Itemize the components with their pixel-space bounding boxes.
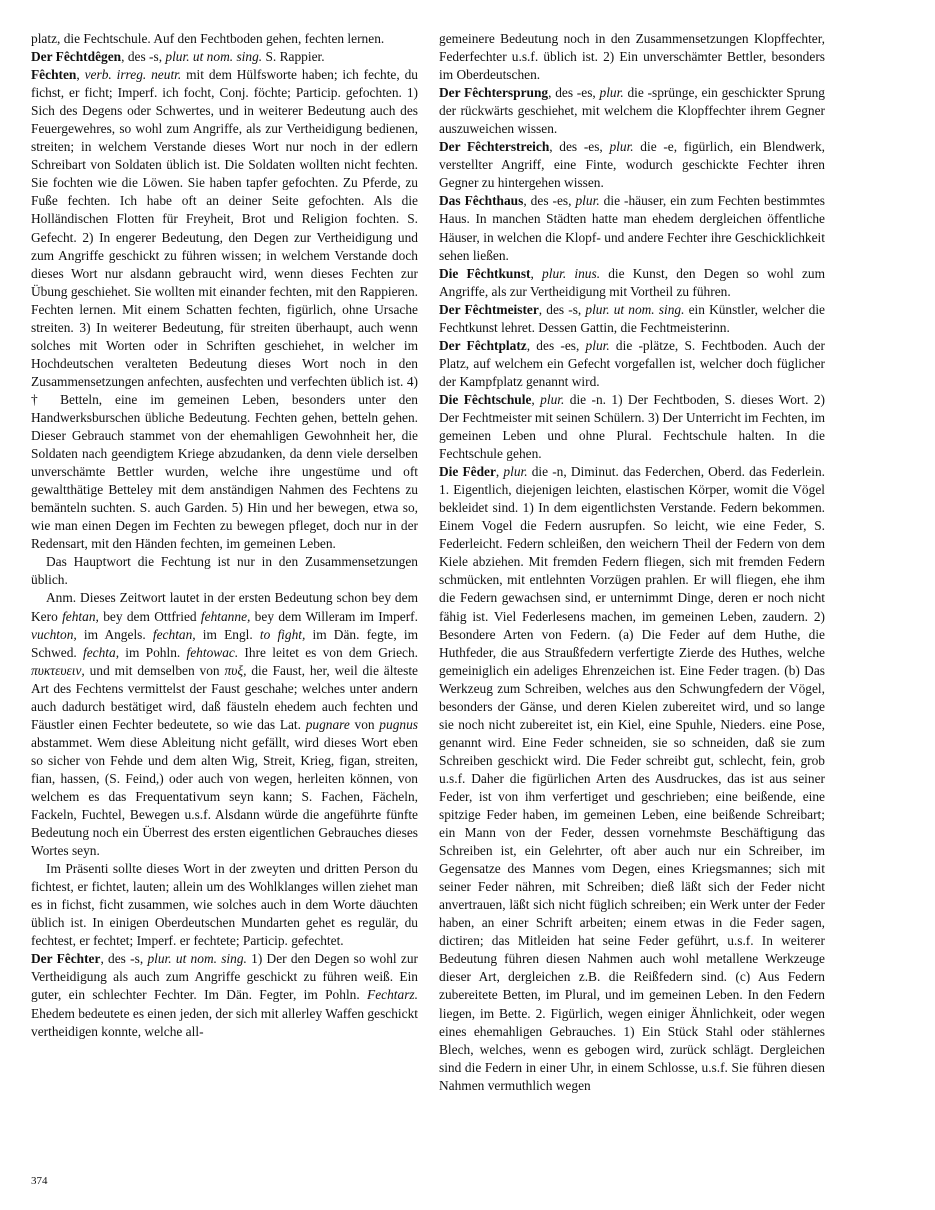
dictionary-paragraph: Anm. Dieses Zeitwort lautet in der ersten Bedeutung schon bey dem Kero fehtan, bey dem Ottfried fehtanne, bey dem Willeram im Imperf. vuchton, im Angels. fechtan, im Engl. to fight, im Dän. fegte, im Schwed. fechta, im Pohln. fehtowac. Ihre leitet es von dem Griech. πυκτευειν, und mit demselben von πυξ, die Faust, her, weil die älteste Art des Fechtens vermittelst der Faust geschahe; welches unter andern auch dadurch bestätiget wird, daß fäusteln ehedem auch fechten und Fäustler einen Fechter bedeutete, so wie das Lat. pugnare von pugnus abstammet. Wem diese Ableitung nicht gefällt, wird dieses Wort eben so sicher von Fehde und dem alten Wig, Streit, Krieg, figan, streiten, fian, hassen, (S. Feind,) oder auch von wegen, herleiten können, von welchem es das Frequentativum seyn kann; S. Fachen, Fächeln, Fackeln, Fuchtel, Bewegen u.s.f. Alsdann würde die angeführte fünfte Bedeutung noch ein Überrest des ersten eigentlichen Gebrauches dieses Wortes seyn. <box>31 590 419 859</box>
dictionary-paragraph: gemeinere Bedeutung noch in den Zusammensetzungen Klopffechter, Federfechter u.s.f. üblich ist. 2) Ein unverschämter Bettler, besonders im Oberdeutschen. <box>439 31 825 83</box>
dictionary-paragraph: Im Präsenti sollte dieses Wort in der zweyten und dritten Person du fichtest, er fichtet, lauten; allein um des Wohlklanges willen ziehet man es in fichst, ficht zusammen, wie solches auch in dem Worte däuchten üblich ist. In einigen Oberdeutschen Mundarten gehet es regulär, du fechtest, er fechtet; Imperf. er fechtete; Particip. gefechtet. <box>31 861 418 949</box>
dictionary-paragraph: Der Fêchter, des -s, plur. ut nom. sing. 1) Der den Degen so wohl zur Vertheidigung als auch zum Angriffe geschickt zu führen weiß. Ein guter, ein schlechter Fechter. Im Dän. Fegter, im Pohln. Fechtarz. Ehedem bedeutete es einen jeden, der sich mit allerley Waffen geschickt vertheidigen konnte, welche all- <box>31 951 418 1039</box>
dictionary-paragraph: Die Fêchtschule, plur. die -n. 1) Der Fechtboden, S. dieses Wort. 2) Der Fechtmeister mit seinen Schülern. 3) Der Unterricht im Fechten, im gemeinen Leben und ohne Plural. Fechtschule halten. In die Fechtschule gehen. <box>439 391 826 462</box>
dictionary-paragraph: Die Fêder, plur. die -n, Diminut. das Federchen, Oberd. das Federlein. 1. Eigentlich, diejenigen leichten, elastischen Körper, womit die Vögel bekleidet sind. 1) In dem eigentlichsten Verstande. Federn bekommen. Einem Vogel die Federn ausrupfen. So leicht, wie eine Feder, S. Federleicht. Federn schleißen, den weichern Theil der Federn von dem Kiele abziehen. Mit fremden Federn fliegen, sich mit fremden Federn schmücken, mit entlehnten Vorzügen prahlen. Er will fliegen, ehe ihm die Federn gewachsen sind, er unternimmt Dinge, deren er noch nicht fähig ist. Viel Federlesens machen, im gemeinen Leben, zaudern. 2) Besondere Arten von Federn. (a) Die Feder auf dem Huthe, die Huthfeder, die aus Straußfedern verfertigte Zierde des Huthes, welche gemeiniglich ein adeliges Ehrenzeichen ist. Eine Feder tragen. (b) Das Werkzeug zum Schreiben, welches aus den Schwungfedern der Vögel, besonders der Gänse, und deren Kielen zubereitet wird, und so lange sie noch nicht zubereitet ist, ein Kiel, eine Spuhle, Nieders. eine Pose, genannt wird. Eine Feder schneiden, sie so schneiden, daß sie zum Schreiben geschickt wird. Die Feder schreibt gut, schlecht, fein, grob u.s.f. Daher die figürlichen Arten des Ausdruckes, das ist aus seiner Feder, ist von ihm verfertiget und geschrieben; eine beißende, eine spitzige Feder haben, im gemeinen Leben, eine beißende Schreibart; ein Mann von der Feder, dessen vornehmste Beschäftigung das Schreiben ist, ein Gelehrter, oft aber auch nur ein Schreiber, im Gegensatze des Mannes vom Degen, eines Kriegsmannes; sich mit seiner Feder nähren, mit Schreiben; dieß läßt sich der Feder nicht anvertrauen, läßt sich nicht füglich schreiben; ein Werk unter der Feder haben, an einer Schrift arbeiten; einem etwas in die Feder sagen, dictiren; das Mitleiden hat seine Feder geführt, u.s.f. In weiterer Bedeutung führen diesen Nahmen auch wohl metallene Werkzeuge dieser Art, dergleichen z.B. die Reißfedern sind. (c) Aus Federn zubereitete Betten, im Plural, und im gemeinen Leben. In den Federn liegen, im Bette. 2. Figürlich, wegen einiger Ähnlichkeit, oder wegen eines ehemahligen Gebrauches. 1) Ein Stück Stahl oder stählernes Blech, welches, wenn es gebogen wird, zurück schlägt. Dergleichen sind die Federn in einer Uhr, in einem Schlosse, u.s.f. Sie führen diesen Nahmen vermuthlich wegen <box>439 464 825 1093</box>
dictionary-paragraph: Das Hauptwort die Fechtung ist nur in den Zusammensetzungen üblich. <box>31 554 418 588</box>
dictionary-paragraph: Der Fêchtersprung, des -es, plur. die -sprünge, ein geschickter Sprung der rückwärts geschiehet, mit welchem die Klopffechter ihrem Gegner auszuweichen wissen. <box>439 85 825 137</box>
dictionary-paragraph: Der Fêchtmeister, des -s, plur. ut nom. sing. ein Künstler, welcher die Fechtkunst lehret. Dessen Gattin, die Fechtmeisterinn. <box>439 301 825 335</box>
page-number: 374 <box>31 1175 48 1187</box>
dictionary-paragraph: Fêchten, verb. irreg. neutr. mit dem Hülfsworte haben; ich fechte, du fichst, er ficht; Imperf. ich focht, Conj. föchte; Particip. gefochten. 1) Sich des Degens oder Schwertes, und in weiterer Bedeutung auch des Feuergewehres, so wohl zum Angriffe, als zur Vertheidigung bedienen, streiten; in welchem Verstande dieses Wort nur noch in der edlern Schreibart von Soldaten üblich ist. Die Soldaten wollten nicht fechten. Sie fochten wie die Löwen. Sie haben tapfer gefochten. Zu Pferde, zu Fuße fechten. Ich habe oft an deiner Seite gefochten. Als die Holländischen Flotten für Freyheit, Brot und Religion fochten. S. Gefecht. 2) In engerer Bedeutung, den Degen zur Vertheidigung und zum Angriffe geschickt zu führen wissen; in welchem Verstande doch dieses Wort nur alsdann gebraucht wird, wenn dieses Fechten zur Übung geschiehet. Sie wollten mit einander fechten, mit den Rappieren. Fechten lernen. Mit einem Schatten fechten, figürlich, ohne Ursache streiten. 3) In weiterer Bedeutung, für streiten überhaupt, auch wenn solches mit Worten oder in Schriften geschiehet, in welcher im Hochdeutschen veralteten Bedeutung dieses Wort noch in den Zusammensetzungen anfechten, ausfechten und verfechten üblich ist. 4) † Betteln, eine im gemeinen Leben, besonders unter den Handwerksburschen übliche Bedeutung. Fechten gehen, betteln gehen. Dieser Gebrauch stammet von der ehemahligen Gewohnheit her, die Soldaten nach geendigtem Kriege abzudanken, da denn viele derselben unverschämte Bettler wurden, welche ihre ungestüme und oft gewaltthätige Betteley mit dem anständigen Nahmen des Fechtens zu bemänteln suchten. S. auch Garden. 5) Hin und her bewegen, etwa so, wie man einen Degen im Fechten zu bewegen pfleget, doch nur in der Redensart, mit den Händen fechten, im gemeinen Leben. <box>31 67 418 552</box>
dictionary-paragraph: Der Fêchtplatz, des -es, plur. die -plätze, S. Fechtboden. Auch der Platz, auf welchem ein Gefecht vorgefallen ist, welcher doch füglicher der Kampfplatz genannt wird. <box>439 337 826 389</box>
right-column <box>439 30 825 1095</box>
left-column <box>31 30 418 1041</box>
dictionary-paragraph: Der Fêchtdêgen, des -s, plur. ut nom. sing. S. Rappier. <box>31 49 325 65</box>
dictionary-paragraph: platz, die Fechtschule. Auf den Fechtboden gehen, fechten lernen. <box>31 31 385 46</box>
dictionary-paragraph: Das Fêchthaus, des -es, plur. die -häuser, ein zum Fechten bestimmtes Haus. In manchen Städten hatte man ehedem dergleichen öffentliche Häuser, in welchen die Klopf- und andere Fechter ihre Geschicklichkeit sehen ließen. <box>439 193 825 263</box>
dictionary-paragraph: Der Fêchterstreich, des -es, plur. die -e, figürlich, ein Blendwerk, verstellter Angriff, eine Finte, wodurch geschickte Fechter ihren Gegner zu hintergehen wissen. <box>439 139 826 191</box>
dictionary-paragraph: Die Fêchtkunst, plur. inus. die Kunst, den Degen so wohl zum Angriffe, als zur Vertheidigung mit Vortheil zu führen. <box>439 265 825 299</box>
